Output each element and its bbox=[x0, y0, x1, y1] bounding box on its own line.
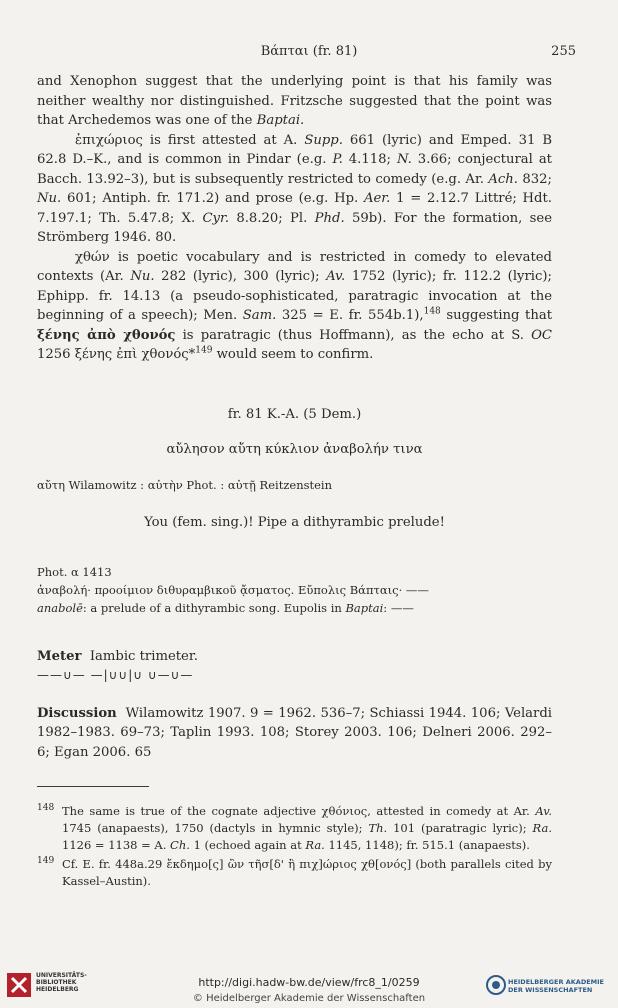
testimonia-greek: ἀναβολή· προοίμιον διθυραμβικοῦ ᾄσματος. Εὔπολις Βάπταις· —— bbox=[37, 582, 429, 597]
fragment-heading: fr. 81 K.-A. (5 Dem.) bbox=[227, 406, 362, 422]
footnote-rule bbox=[37, 786, 149, 787]
fragment-greek-text: αὔλησον αὔτη κύκλιον ἀναβολήν τινα bbox=[166, 442, 423, 457]
discussion-label: Discussion bbox=[37, 705, 117, 721]
meter-label: Meter bbox=[37, 648, 82, 664]
discussion-section: Discussion Wilamowitz 1907. 9 = 1962. 536–7; Schiassi 1944. 106; Velardi 1982–1983. 69–73; Taplin 1993. 108; Storey 2003. 106; Delneri 2006. 292–6; Egan 2006. 65 bbox=[37, 705, 552, 760]
lemma-epichorios: ἐπιχώριος bbox=[75, 132, 143, 148]
fragment-translation: You (fem. sing.)! Pipe a dithyrambic prelude! bbox=[144, 515, 445, 530]
footnote-ref-148[interactable]: 148 bbox=[423, 306, 441, 317]
testimonia-translation: anabolē: a prelude of a dithyrambic song. Eupolis in Baptai: —— bbox=[37, 600, 414, 615]
academy-name: HEIDELBERGER AKADEMIE DER WISSENSCHAFTEN bbox=[508, 978, 604, 994]
footnote-149: 149 Cf. E. fr. 448a.29 ἔκδημο[ς] ὢν τῆσ[δ' ἢ πιχ]ώριος χθ[ονός] (both parallels cited by Kassel–Austin). bbox=[37, 856, 552, 888]
permalink-url[interactable]: http://digi.hadw-bw.de/view/frc8_1/0259 bbox=[198, 976, 420, 989]
university-library-name: UNIVERSITÄTS- BIBLIOTHEK HEIDELBERG bbox=[36, 972, 87, 993]
footnote-148: 148 The same is true of the cognate adjective χθόνιος, attested in comedy at Ar. Av. 1745 (anapaests), 1750 (dactyls in hymnic style); Th. 101 (paratragic lyric); Ra. 1126 = 1138 = A. Ch. 1 (echoed again at Ra. 1145, 1148); fr. 515.1 (anapaests). bbox=[37, 803, 552, 852]
testimonia bbox=[37, 563, 552, 617]
lemma-chthon: χθών bbox=[75, 249, 110, 265]
paragraph-epichorios: ἐπιχώριος is first attested at A. Supp. 661 (lyric) and Emped. 31 B 62.8 D.–K., and is common in Pindar (e.g. P. 4.118; N. 3.66; conjectural at Bacch. 13.92–3), but is subsequently restricted to comedy (e.g. Ar. Ach. 832; Nu. 601; Antiph. fr. 171.2) and prose (e.g. Hp. Aer. 1 = 2.12.7 Littré; Hdt. 7.197.1; Th. 5.47.8; X. Cyr. 8.8.20; Pl. Phd. 59b). For the formation, see Strömberg 1946. 80. bbox=[37, 132, 553, 245]
critical-apparatus: αὔτη Wilamowitz : αὐτὴν Phot. : αὐτῇ Reitzenstein bbox=[37, 477, 333, 492]
digitization-footer bbox=[0, 968, 618, 1008]
paragraph-intro: and Xenophon suggest that the underlying point is that his family was neither wealthy nor distinguished. Fritzsche suggested that the point was that Archedemos was one of the Baptai. bbox=[37, 74, 552, 128]
copyright-notice: © Heidelberger Akademie der Wissenschaften bbox=[192, 993, 426, 1004]
testimonia-source: Phot. α 1413 bbox=[37, 564, 112, 579]
paragraph-chthon: χθών is poetic vocabulary and is restricted in comedy to elevated contexts (Ar. Nu. 282 (lyric), 300 (lyric); Av. 1752 (lyric); fr. 112.2 (lyric); Ephipp. fr. 14.13 (a pseudo-sophisticated, paratragic invocation at the beginning of a speech); Men. Sam. 325 = E. fr. 554b.1),$^{148}$ suggesting that ξένης ἀπὸ χθονός is paratragic (thus Hoffmann), as the echo at S. OC 1256 ξένης ἐπὶ χθονός*$^{149}$ would seem to confirm. bbox=[37, 249, 552, 362]
running-header bbox=[36, 44, 582, 64]
main-text bbox=[37, 72, 552, 892]
meter-scheme: ——∪— —|∪∪|∪ ∪—∪— bbox=[37, 668, 194, 682]
footnote-ref-149[interactable]: 149 bbox=[195, 345, 213, 356]
academy-logo-icon bbox=[486, 972, 506, 998]
page-number: 255 bbox=[551, 44, 576, 59]
meter-section: Meter Iambic trimeter. bbox=[37, 648, 198, 664]
running-title: Βάπται (fr. 81) bbox=[260, 44, 358, 59]
